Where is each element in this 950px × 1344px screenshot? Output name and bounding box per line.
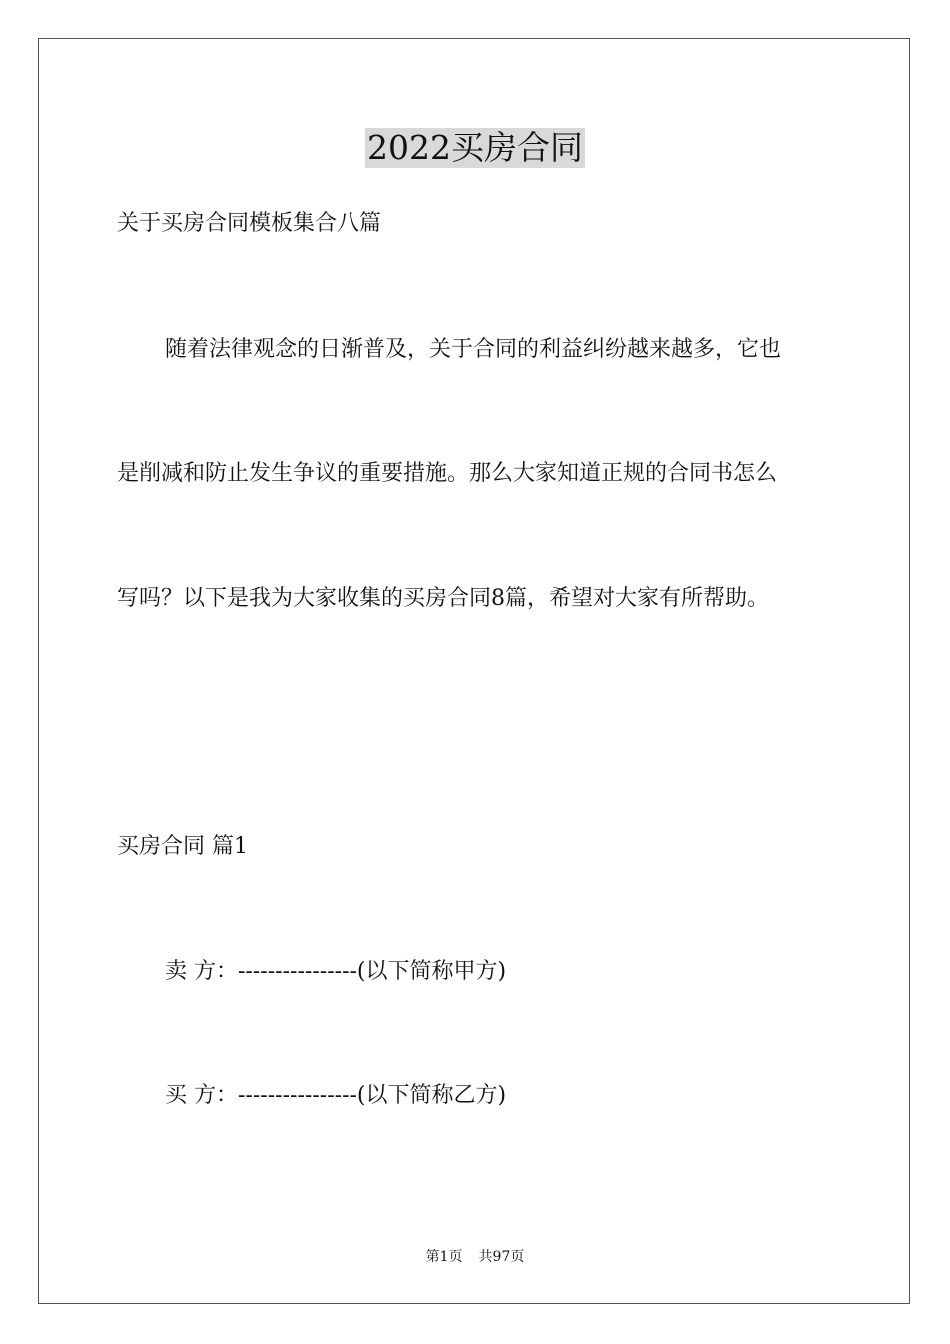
paragraph-line-1: 随着法律观念的日渐普及，关于合同的利益纠纷越来越多，它也 bbox=[165, 337, 782, 362]
seller-line: 卖 方：----------------(以下简称甲方) bbox=[165, 959, 507, 984]
buyer-line: 买 方：----------------(以下简称乙方) bbox=[165, 1083, 507, 1108]
paragraph-line-2: 是削减和防止发生争议的重要措施。那么大家知道正规的合同书怎么 bbox=[117, 461, 778, 486]
page-number: 第1页 bbox=[425, 1249, 463, 1265]
document-title: 2022买房合同 bbox=[367, 128, 583, 167]
total-pages: 共97页 bbox=[478, 1249, 525, 1265]
paragraph-line-3: 写吗？以下是我为大家收集的买房合同8篇，希望对大家有所帮助。 bbox=[117, 586, 769, 611]
section-heading: 买房合同 篇1 bbox=[117, 834, 248, 859]
title-container bbox=[0, 128, 950, 168]
document-subtitle: 关于买房合同模板集合八篇 bbox=[117, 211, 382, 236]
page-footer bbox=[0, 1247, 950, 1267]
